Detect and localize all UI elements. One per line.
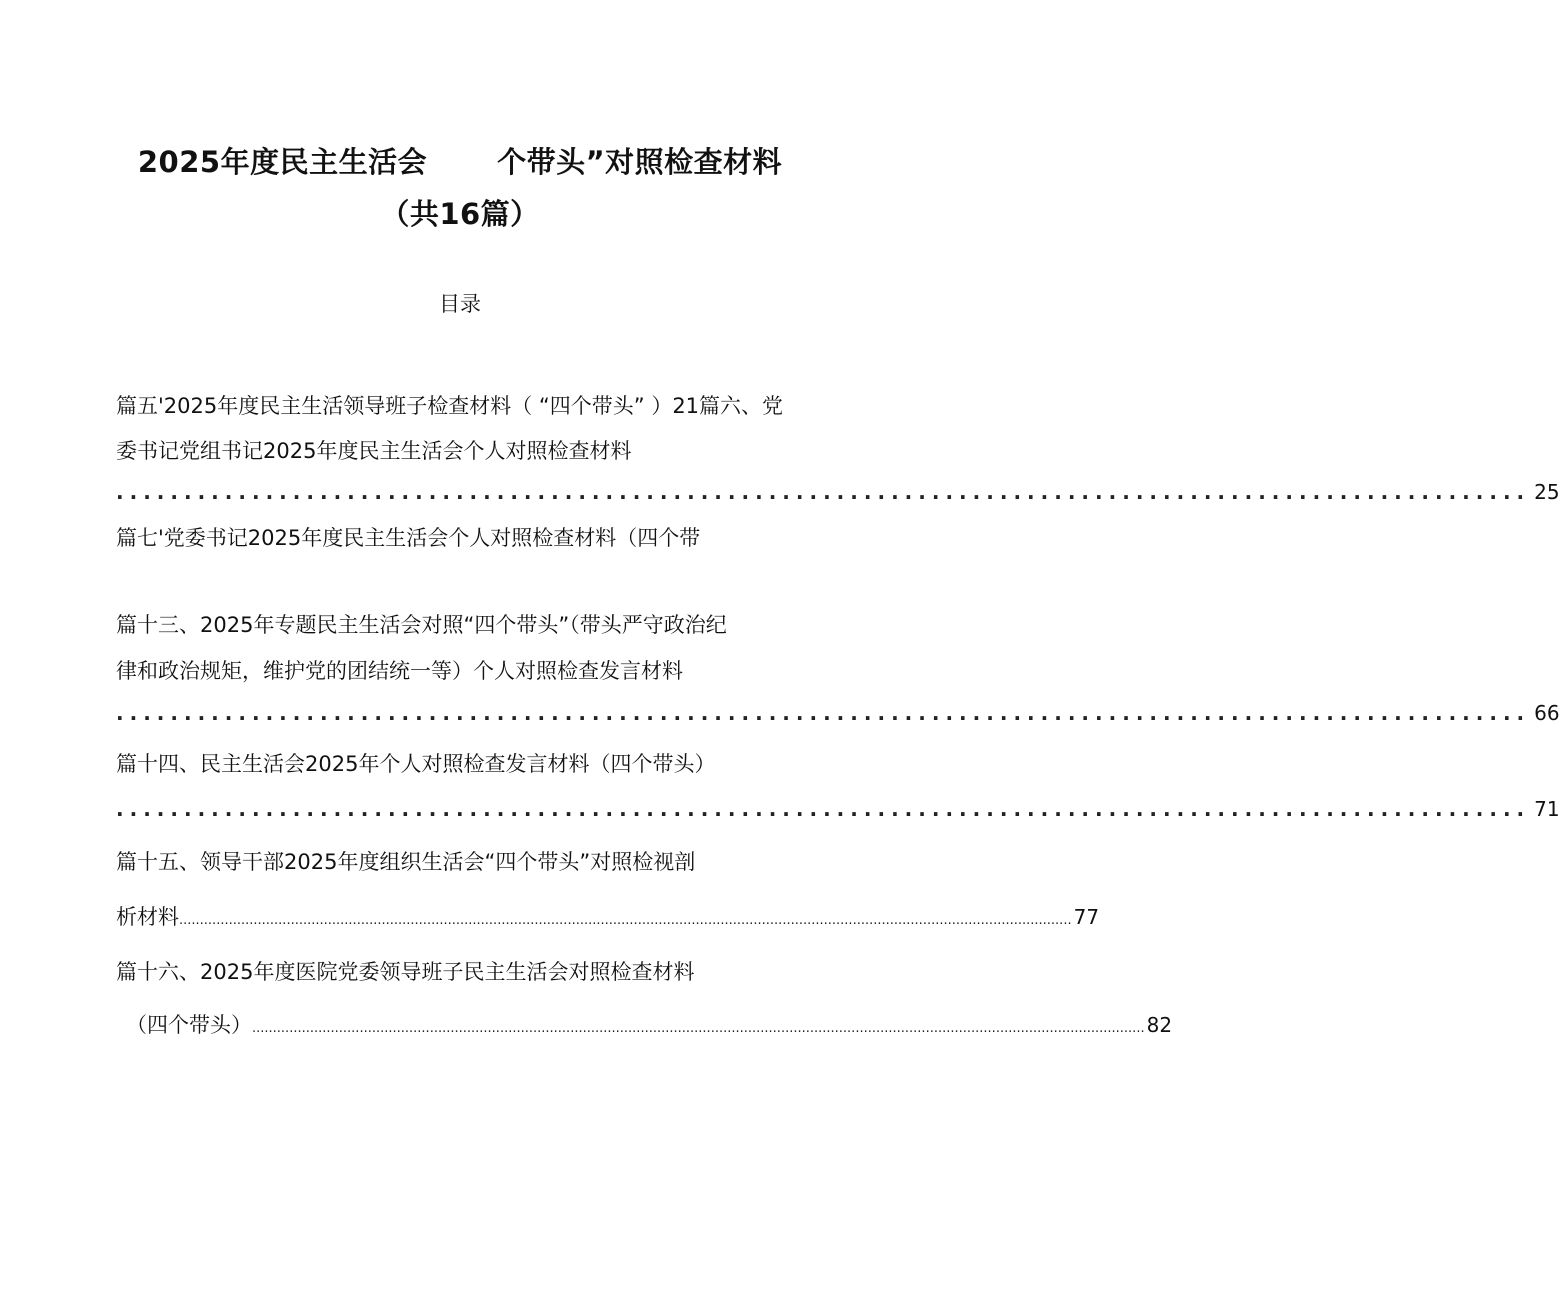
dot-leader: ........................................................................................................ <box>116 797 1531 821</box>
toc-entry-4-line-1[interactable]: 篇十四、民主生活会2025年个人对照检查发言材料（四个带头） <box>116 752 716 776</box>
document-title <box>0 140 920 181</box>
title-part-2: 个带头”对照检查材料 <box>497 145 783 179</box>
toc-entry-3-leader <box>116 701 1560 725</box>
toc-entry-1-line-1[interactable]: 篇五'2025年度民主生活领导班子检查材料（ “四个带头” ）21篇六、党 <box>116 394 784 418</box>
toc-entry-4-leader <box>116 797 1560 821</box>
dot-leader: ........................................................................................................ <box>116 480 1531 504</box>
toc-entry-3-line-2[interactable]: 律和政治规矩，维护党的团结统一等）个人对照检查发言材料 <box>116 659 683 683</box>
document-subtitle: （共16篇） <box>380 197 540 231</box>
dot-leader: ........................................................................................................................................................................................................................ <box>252 1021 1145 1036</box>
toc-entry-5-leader-row <box>116 901 1100 931</box>
toc-entry-1-page[interactable]: 25 <box>1534 480 1560 504</box>
title-part-1: 2025年度民主生活会 <box>137 145 428 179</box>
toc-entry-4-page[interactable]: 71 <box>1534 797 1560 821</box>
toc-entry-1-line-2[interactable]: 委书记党组书记2025年度民主生活会个人对照检查材料 <box>116 439 632 463</box>
toc-entry-5-line-1[interactable]: 篇十五、领导干部2025年度组织生活会“四个带头”对照检视剖 <box>116 850 696 874</box>
toc-heading: 目录 <box>439 292 481 316</box>
toc-entry-6-page[interactable]: 82 <box>1146 1013 1173 1037</box>
toc-entry-6-line-1[interactable]: 篇十六、2025年度医院党委领导班子民主生活会对照检查材料 <box>116 960 695 984</box>
toc-entry-3-line-1[interactable]: 篇十三、2025年专题民主生活会对照“四个带头”（带头严守政治纪 <box>116 613 727 637</box>
toc-entry-6-line-2[interactable]: （四个带头） <box>126 1013 252 1037</box>
toc-entry-6-leader-row <box>126 1009 1173 1039</box>
toc-entry-5-page[interactable]: 77 <box>1073 905 1100 929</box>
toc-entry-5-line-2[interactable]: 析材料 <box>116 905 179 929</box>
toc-entry-3-page[interactable]: 66 <box>1534 701 1560 725</box>
dot-leader: ........................................................................................................................................................................................................................ <box>179 913 1072 928</box>
toc-entry-2-line-1[interactable]: 篇七'党委书记2025年度民主生活会个人对照检查材料（四个带 <box>116 526 701 550</box>
dot-leader: ........................................................................................................ <box>116 701 1531 725</box>
toc-entry-1-leader <box>116 480 1560 504</box>
